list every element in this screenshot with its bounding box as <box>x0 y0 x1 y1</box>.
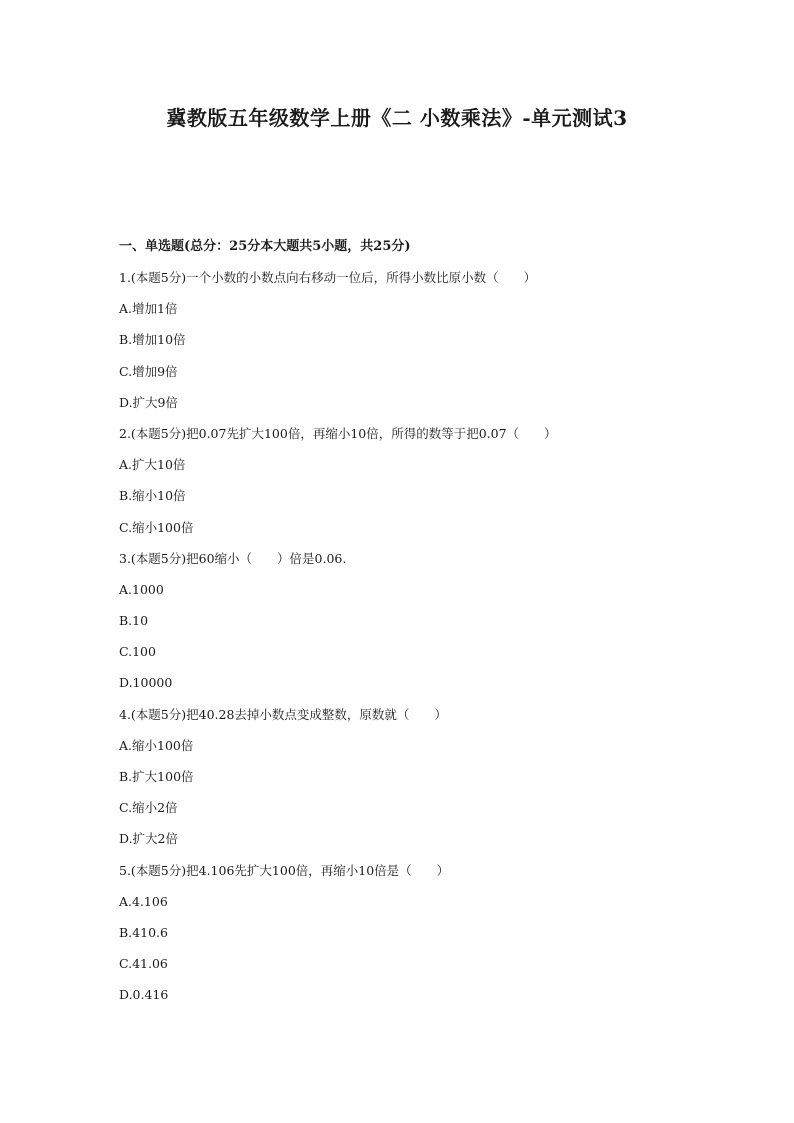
question-3-option-a: A.1000 <box>119 581 164 597</box>
section-header: 一、单选题(总分：25分本大题共5小题，共25分) <box>119 239 411 254</box>
question-3-option-d: D.10000 <box>119 675 173 691</box>
question-5-option-b: B.410.6 <box>119 924 168 940</box>
question-section <box>119 237 719 1017</box>
question-1-option-c: C.增加9倍 <box>119 363 178 379</box>
question-1-option-d: D.扩大9倍 <box>119 394 179 410</box>
question-2-option-a: A.扩大10倍 <box>119 457 186 473</box>
document-title: 冀教版五年级数学上册《二 小数乘法》-单元测试3 <box>166 106 628 130</box>
question-4-option-b: B.扩大100倍 <box>119 769 194 784</box>
question-2-option-b: B.缩小10倍 <box>119 488 186 504</box>
question-5-option-c: C.41.06 <box>119 956 168 972</box>
question-2-option-c: C.缩小100倍 <box>119 519 194 535</box>
question-2-stem: 2.(本题5分)把0.07先扩大100倍，再缩小10倍，所得的数等于把0.07（ ） <box>119 425 557 441</box>
question-4-option-c: C.缩小2倍 <box>119 800 178 816</box>
question-5-option-a: A.4.106 <box>119 893 168 909</box>
question-1-stem: 1.(本题5分)一个小数的小数点向右移动一位后，所得小数比原小数（ ） <box>119 270 537 285</box>
question-3-option-b: B.10 <box>119 613 149 629</box>
question-4-option-d: D.扩大2倍 <box>119 831 179 847</box>
question-1-option-a: A.增加1倍 <box>119 301 178 317</box>
question-3-option-c: C.100 <box>119 644 156 660</box>
question-5-option-d: D.0.416 <box>119 987 169 1003</box>
question-3-stem: 3.(本题5分)把60缩小（ ）倍是0.06. <box>119 550 347 566</box>
question-4-stem: 4.(本题5分)把40.28去掉小数点变成整数，原数就（ ） <box>119 706 447 722</box>
question-1-option-b: B.增加10倍 <box>119 332 186 348</box>
question-4-option-a: A.缩小100倍 <box>119 737 194 753</box>
question-5-stem: 5.(本题5分)把4.106先扩大100倍，再缩小10倍是（ ） <box>119 862 450 878</box>
